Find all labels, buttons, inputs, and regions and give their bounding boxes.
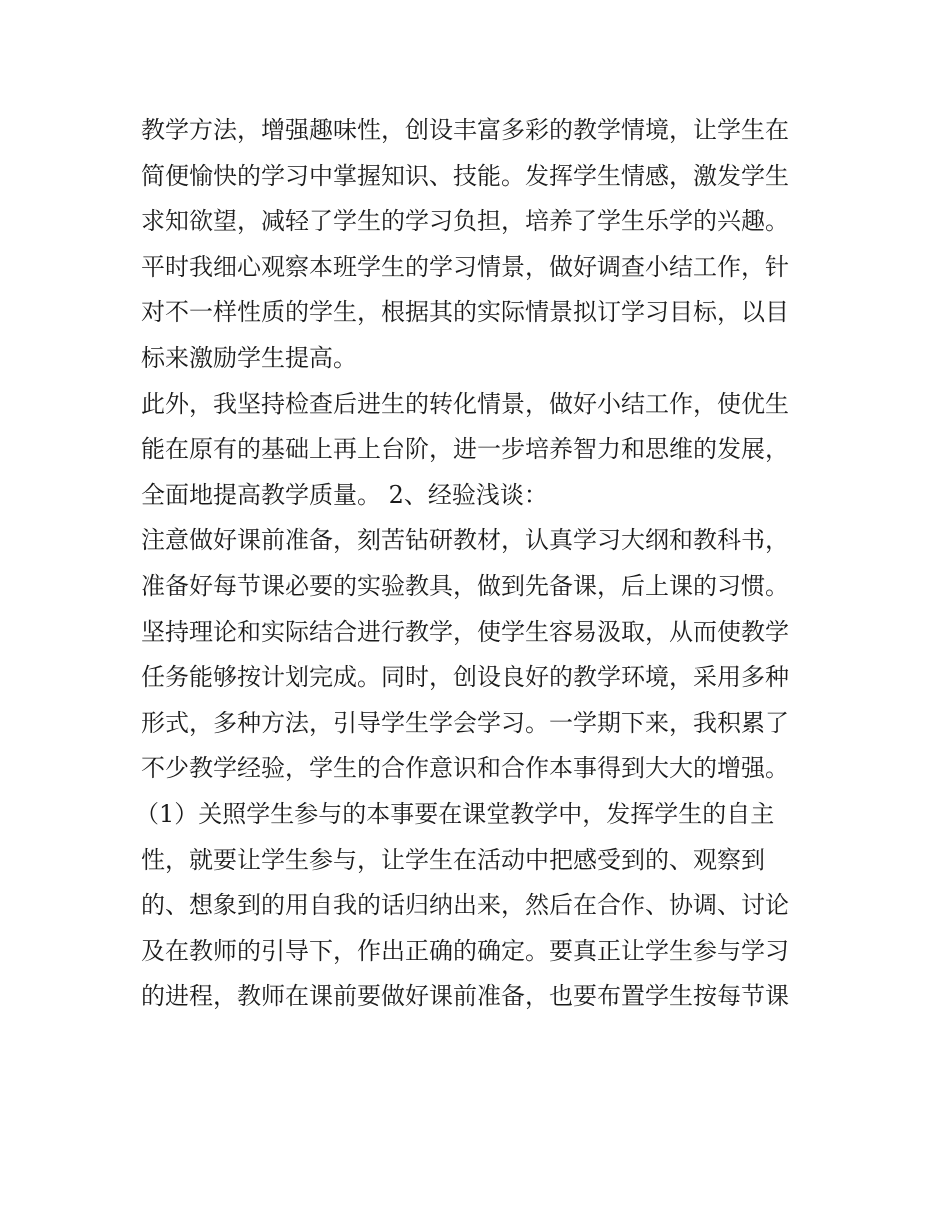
text-line: 能在原有的基础上再上台阶，进一步培养智力和思维的发展， [141, 435, 789, 464]
text-line: 及在教师的引导下，作出正确的确定。要真正让学生参与学习 [141, 936, 789, 965]
text-line: 坚持理论和实际结合进行教学，使学生容易汲取，从而使教学 [141, 617, 789, 646]
text-line: 的、想象到的用自我的话归纳出来，然后在合作、协调、讨论 [141, 891, 789, 920]
text-line: 形式，多种方法，引导学生学会学习。一学期下来，我积累了 [141, 708, 789, 737]
text-line: 求知欲望，减轻了学生的学习负担，培养了学生乐学的兴趣。 [141, 207, 789, 236]
text-line: 任务能够按计划完成。同时，创设良好的教学环境，采用多种 [141, 663, 789, 692]
text-line: 全面地提高教学质量。 2、经验浅谈： [141, 480, 548, 509]
text-line: 此外，我坚持检查后进生的转化情景，做好小结工作，使优生 [141, 389, 789, 418]
text-line: 不少教学经验，学生的合作意识和合作本事得到大大的增强。 [141, 754, 789, 783]
body-text [135, 108, 821, 1020]
text-line: （1）关照学生参与的本事要在课堂教学中，发挥学生的自主 [135, 799, 775, 828]
text-line: 简便愉快的学习中掌握知识、技能。发挥学生情感，激发学生 [141, 161, 789, 190]
text-line: 准备好每节课必要的实验教具，做到先备课，后上课的习惯。 [141, 571, 789, 600]
text-line: 对不一样性质的学生，根据其的实际情景拟订学习目标，以目 [141, 298, 789, 327]
text-line: 教学方法，增强趣味性，创设丰富多彩的教学情境，让学生在 [141, 116, 789, 144]
text-line: 的进程，教师在课前要做好课前准备，也要布置学生按每节课 [141, 982, 789, 1011]
text-line: 标来激励学生提高。 [141, 343, 357, 372]
text-line: 注意做好课前准备，刻苦钻研教材，认真学习大纲和教科书， [141, 526, 789, 555]
text-line: 平时我细心观察本班学生的学习情景，做好调查小结工作，针 [141, 252, 789, 281]
text-line: 性，就要让学生参与，让学生在活动中把感受到的、观察到 [141, 845, 765, 874]
